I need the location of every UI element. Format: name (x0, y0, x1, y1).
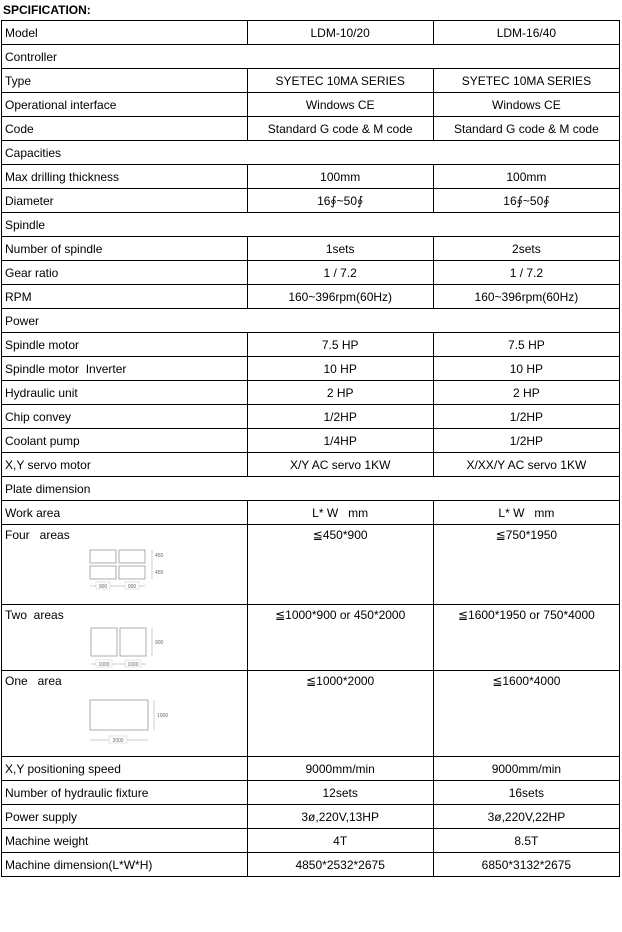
table-row (2, 453, 620, 477)
table-row (2, 237, 620, 261)
section-row (2, 477, 620, 501)
model-label: Model (2, 21, 248, 45)
row-value-m1: 10 HP (247, 357, 433, 381)
table-row (2, 525, 620, 605)
row-value-m2: 2 HP (433, 381, 619, 405)
row-value-m1: L* W mm (247, 501, 433, 525)
row-label: Two areas (5, 608, 64, 622)
spec-table (1, 20, 620, 877)
section-row (2, 45, 620, 69)
row-value-m1: ≦450*900 (247, 525, 433, 605)
two-areas-sketch (89, 626, 165, 670)
row-label: Gear ratio (2, 261, 248, 285)
row-label: X,Y servo motor (2, 453, 248, 477)
row-value-m2: 1 / 7.2 (433, 261, 619, 285)
table-row (2, 853, 620, 877)
row-value-m1: 1/2HP (247, 405, 433, 429)
row-value-m2: 1/2HP (433, 429, 619, 453)
row-value-m2: 100mm (433, 165, 619, 189)
one-area-cell (2, 671, 248, 757)
table-row (2, 501, 620, 525)
row-value-m2: X/XX/Y AC servo 1KW (433, 453, 619, 477)
row-label: Code (2, 117, 248, 141)
row-label: Number of spindle (2, 237, 248, 261)
row-value-m2: Standard G code & M code (433, 117, 619, 141)
row-value-m1: 100mm (247, 165, 433, 189)
row-value-m2: 16sets (433, 781, 619, 805)
sketch-label: 450 (155, 553, 164, 559)
row-label: Operational interface (2, 93, 248, 117)
section-row (2, 309, 620, 333)
row-value-m1: ≦1000*900 or 450*2000 (247, 605, 433, 671)
row-label: Max drilling thickness (2, 165, 248, 189)
row-value-m2: L* W mm (433, 501, 619, 525)
row-value-m2: ≦1600*1950 or 750*4000 (433, 605, 619, 671)
row-label: RPM (2, 285, 248, 309)
table-row (2, 69, 620, 93)
sketch-label: 1000 (157, 713, 169, 719)
row-value-m2: 6850*3132*2675 (433, 853, 619, 877)
row-value-m1: 1/4HP (247, 429, 433, 453)
four-areas-cell (2, 525, 248, 605)
row-label: Machine dimension(L*W*H) (2, 853, 248, 877)
sketch-label: 900 (127, 584, 137, 590)
section-controller: Controller (2, 45, 620, 69)
sketch-label: 1000 (127, 662, 139, 668)
one-area-sketch (87, 698, 167, 750)
row-value-m2: 9000mm/min (433, 757, 619, 781)
row-value-m1: SYETEC 10MA SERIES (247, 69, 433, 93)
row-label: Number of hydraulic fixture (2, 781, 248, 805)
table-row (2, 671, 620, 757)
row-label: Machine weight (2, 829, 248, 853)
table-row (2, 333, 620, 357)
sketch-label: 900 (155, 640, 164, 646)
table-row (2, 285, 620, 309)
four-areas-sketch (87, 548, 163, 598)
row-label: Chip convey (2, 405, 248, 429)
table-row (2, 117, 620, 141)
row-label: Hydraulic unit (2, 381, 248, 405)
row-value-m2: SYETEC 10MA SERIES (433, 69, 619, 93)
row-value-m1: 1 / 7.2 (247, 261, 433, 285)
row-value-m2: 160~396rpm(60Hz) (433, 285, 619, 309)
row-value-m1: 4850*2532*2675 (247, 853, 433, 877)
table-row (2, 405, 620, 429)
table-row (2, 829, 620, 853)
row-value-m1: ≦1000*2000 (247, 671, 433, 757)
row-label: Work area (2, 501, 248, 525)
sketch-label: 1000 (98, 662, 110, 668)
model-ldm-10-20: LDM-10/20 (247, 21, 433, 45)
table-row (2, 381, 620, 405)
table-row (2, 429, 620, 453)
row-value-m1: 16∮~50∮ (247, 189, 433, 213)
sketch-label: 450 (155, 570, 164, 576)
row-value-m1: 3ø,220V,13HP (247, 805, 433, 829)
table-row (2, 805, 620, 829)
row-value-m1: 2 HP (247, 381, 433, 405)
row-value-m1: 12sets (247, 781, 433, 805)
table-row (2, 261, 620, 285)
row-value-m1: Windows CE (247, 93, 433, 117)
sketch-label: 2000 (112, 738, 124, 744)
row-value-m1: 9000mm/min (247, 757, 433, 781)
row-label: X,Y positioning speed (2, 757, 248, 781)
section-power: Power (2, 309, 620, 333)
row-value-m2: 3ø,220V,22HP (433, 805, 619, 829)
two-areas-cell (2, 605, 248, 671)
row-label: Four areas (5, 528, 70, 542)
row-value-m1: 1sets (247, 237, 433, 261)
row-label: One area (5, 674, 62, 688)
table-row (2, 757, 620, 781)
section-row (2, 141, 620, 165)
row-label: Spindle motor Inverter (2, 357, 248, 381)
row-label: Type (2, 69, 248, 93)
row-value-m1: X/Y AC servo 1KW (247, 453, 433, 477)
page-title: SPCIFICATION: (3, 3, 91, 17)
row-value-m2: 16∮~50∮ (433, 189, 619, 213)
row-value-m2: 2sets (433, 237, 619, 261)
table-row (2, 165, 620, 189)
row-value-m2: 10 HP (433, 357, 619, 381)
section-row (2, 213, 620, 237)
row-value-m2: 7.5 HP (433, 333, 619, 357)
row-label: Diameter (2, 189, 248, 213)
row-value-m2: Windows CE (433, 93, 619, 117)
row-label: Spindle motor (2, 333, 248, 357)
row-label: Power supply (2, 805, 248, 829)
sketch-label: 900 (98, 584, 108, 590)
row-value-m1: 7.5 HP (247, 333, 433, 357)
row-value-m2: ≦750*1950 (433, 525, 619, 605)
table-row (2, 93, 620, 117)
section-plate-dimension: Plate dimension (2, 477, 620, 501)
section-capacities: Capacities (2, 141, 620, 165)
table-row (2, 357, 620, 381)
model-ldm-16-40: LDM-16/40 (433, 21, 619, 45)
row-value-m2: 8.5T (433, 829, 619, 853)
row-value-m2: ≦1600*4000 (433, 671, 619, 757)
row-value-m1: 4T (247, 829, 433, 853)
table-row (2, 605, 620, 671)
table-row (2, 781, 620, 805)
table-row (2, 189, 620, 213)
row-label: Coolant pump (2, 429, 248, 453)
row-value-m1: Standard G code & M code (247, 117, 433, 141)
table-row (2, 21, 620, 45)
row-value-m1: 160~396rpm(60Hz) (247, 285, 433, 309)
row-value-m2: 1/2HP (433, 405, 619, 429)
section-spindle: Spindle (2, 213, 620, 237)
